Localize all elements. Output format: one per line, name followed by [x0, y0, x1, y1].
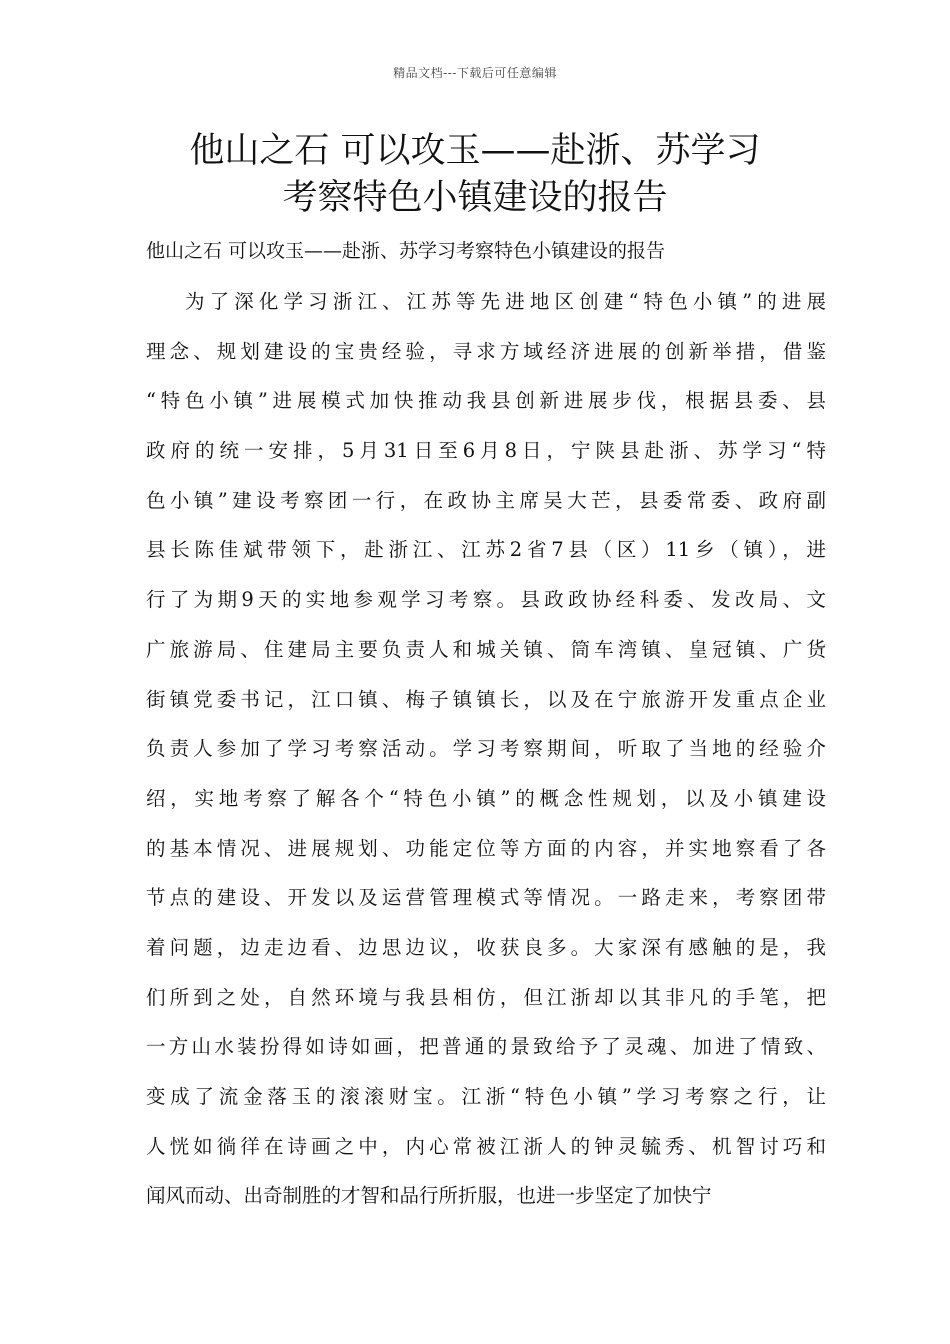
- page-header-note: 精品文档---下载后可任意编辑: [393, 66, 557, 80]
- body-line: 行了为期9天的实地参观学习考察。县政政协经科委、发改局、文: [146, 588, 826, 612]
- body-line: 理念、规划建设的宝贵经验，寻求方域经济进展的创新举措，借鉴: [146, 339, 826, 363]
- body-line: 街镇党委书记，江口镇、梅子镇镇长，以及在宁旅游开发重点企业: [146, 687, 826, 711]
- body-line: “特色小镇”进展模式加快推动我县创新进展步伐，根据县委、县: [146, 389, 826, 413]
- body-line: 绍，实地考察了解各个“特色小镇”的概念性规划，以及小镇建设: [146, 786, 826, 810]
- body-line: 县长陈佳斌带领下，赴浙江、江苏2省7县（区）11乡（镇），进: [146, 538, 826, 562]
- body-line: 为了深化学习浙江、江苏等先进地区创建“特色小镇”的进展: [185, 290, 826, 313]
- body-line: 的基本情况、进展规划、功能定位等方面的内容，并实地察看了各: [146, 836, 826, 860]
- document-title: [60, 128, 890, 222]
- title-line-1: 他山之石 可以攻玉——赴浙、苏学习: [189, 131, 761, 171]
- body-line: 负责人参加了学习考察活动。学习考察期间，听取了当地的经验介: [146, 737, 826, 761]
- body-line: 节点的建设、开发以及运营管理模式等情况。一路走来，考察团带: [146, 886, 826, 910]
- body-line: 政府的统一安排，5月31日至6月8日，宁陕县赴浙、苏学习“特: [146, 439, 826, 463]
- body-line: 们所到之处，自然环境与我县相仿，但江浙却以其非凡的手笔，把: [146, 985, 826, 1009]
- body-line: 色小镇”建设考察团一行，在政协主席吴大芒，县委常委、政府副: [146, 488, 826, 512]
- body-paragraph: [146, 284, 826, 1228]
- body-line: 广旅游局、住建局主要负责人和城关镇、筒车湾镇、皇冠镇、广货: [146, 637, 826, 661]
- title-line-2: 考察特色小镇建设的报告: [282, 178, 668, 218]
- body-line: 一方山水装扮得如诗如画，把普通的景致给予了灵魂、加进了情致、: [146, 1035, 826, 1059]
- body-line: 变成了流金落玉的滚滚财宝。江浙“特色小镇”学习考察之行，让: [146, 1085, 826, 1108]
- document-subtitle: 他山之石 可以攻玉——赴浙、苏学习考察特色小镇建设的报告: [146, 240, 666, 262]
- body-line: 人恍如徜徉在诗画之中，内心常被江浙人的钟灵毓秀、机智讨巧和: [146, 1134, 826, 1158]
- body-line: 闻风而动、出奇制胜的才智和品行所折服，也进一步坚定了加快宁: [146, 1184, 712, 1208]
- body-line: 着问题，边走边看、边思边议，收获良多。大家深有感触的是，我: [146, 935, 826, 959]
